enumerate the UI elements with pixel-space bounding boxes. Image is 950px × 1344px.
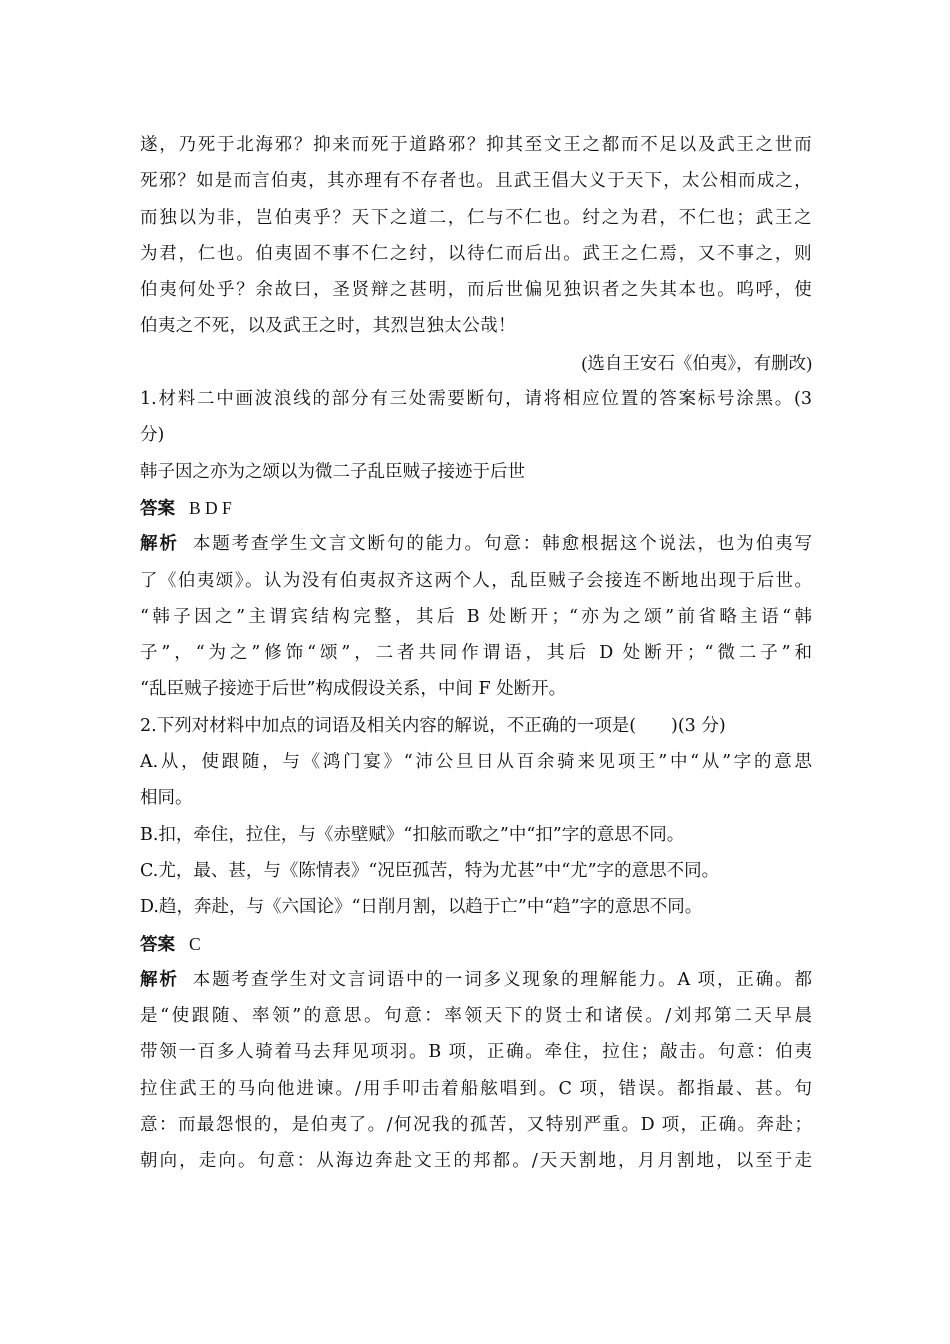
analysis-line: “乱臣贼子接迹于后世”构成假设关系，中间 F 处断开。 xyxy=(140,679,567,700)
option-line: D.趋，奔赴，与《六国论》“日削月割，以趋于亡”中“趋”字的意思不同。 xyxy=(140,897,703,918)
analysis-line: 拉住武王的马向他进谏。/用手叩击着船舷唱到。C 项，错误。都指最、甚。句 xyxy=(140,1078,812,1099)
analysis-text: 本题考查学生文言文断句的能力。句意：韩愈根据这个说法，也为伯夷写 xyxy=(192,534,812,555)
question-1 xyxy=(140,381,812,708)
passage-line: 遂，乃死于北海邪？抑来而死于道路邪？抑其至文王之都而不足以及武王之世而 xyxy=(140,135,812,155)
analysis-line: 子”，“为之”修饰“颂”，二者共同作谓语，其后 D 处断开；“微二子”和 xyxy=(140,643,812,664)
analysis-text: 本题考查学生对文言词语中的一词多义现象的理解能力。A 项，正确。都 xyxy=(192,969,812,990)
analysis-line xyxy=(140,962,812,998)
analysis-line: 意：而最怨恨的，是伯夷了。/何况我的孤苦，又特别严重。D 项，正确。奔赴； xyxy=(140,1115,812,1136)
analysis-line xyxy=(140,526,812,562)
analysis-line: 了《伯夷颂》。认为没有伯夷叔齐这两个人，乱臣贼子会接连不断地出现于后世。 xyxy=(140,570,812,591)
analysis-label: 解析 xyxy=(140,969,179,990)
page-content xyxy=(140,127,812,1180)
answer-label: 答案 xyxy=(140,934,175,955)
option-line: C.尤，最、甚，与《陈情表》“况臣孤苦，特为尤甚”中“尤”字的意思不同。 xyxy=(140,860,720,881)
answer-row xyxy=(140,490,812,526)
passage-line: 伯夷之不死，以及武王之时，其烈岂独太公哉！ xyxy=(140,316,516,337)
question-stem: 分) xyxy=(140,425,165,446)
analysis-line: 带领一百多人骑着马去拜见项羽。B 项，正确。牵住，拉住；敲击。句意：伯夷 xyxy=(140,1042,812,1063)
analysis-line: “韩子因之”主谓宾结构完整，其后 B 处断开；“亦为之颂”前省略主语“韩 xyxy=(140,606,812,627)
question-sentence: 韩子因之亦为之颂以为微二子乱臣贼子接迹于后世 xyxy=(140,461,525,482)
analysis-line: 朝向，走向。句意：从海边奔赴文王的邦都。/天天割地，月月割地，以至于走 xyxy=(140,1151,812,1172)
question-stem: 2.下列对材料中加点的词语及相关内容的解说，不正确的一项是( )(3 分) xyxy=(140,715,726,736)
passage-line: 伯夷何处乎？余故曰，圣贤辩之甚明，而后世偏见独识者之失其本也。呜呼，使 xyxy=(140,280,812,301)
analysis-line: 是“使跟随、率领”的意思。句意：率领天下的贤士和诸侯。/刘邦第二天早晨 xyxy=(140,1006,812,1027)
passage-line: 为君，仁也。伯夷固不事不仁之纣，以待仁而后出。武王之仁焉，又不事之，则 xyxy=(140,243,812,264)
answer-label: 答案 xyxy=(140,498,175,519)
passage-line: 死邪？如是而言伯夷，其亦理有不存者也。且武王倡大义于天下，太公相而成之， xyxy=(140,171,812,192)
passage-source: (选自王安石《伯夷》，有删改) xyxy=(581,352,812,373)
answer-row xyxy=(140,926,812,962)
analysis-label: 解析 xyxy=(140,534,179,555)
question-stem: 1.材料二中画波浪线的部分有三处需要断句，请将相应位置的答案标号涂黑。(3 xyxy=(140,389,812,410)
passage-line: 而独以为非，岂伯夷乎？天下之道二，仁与不仁也。纣之为君，不仁也；武王之 xyxy=(140,207,812,228)
answer-value: C xyxy=(189,933,201,954)
answer-value: B D F xyxy=(189,497,232,518)
option-line: B.扣，牵住，拉住，与《赤壁赋》“扣舷而歌之”中“扣”字的意思不同。 xyxy=(140,824,685,845)
option-line: A.从，使跟随，与《鸿门宴》“沛公旦日从百余骑来见项王”中“从”字的意思 xyxy=(140,752,812,773)
question-2 xyxy=(140,708,812,1180)
option-line: 相同。 xyxy=(140,788,193,809)
classical-passage xyxy=(140,127,812,381)
